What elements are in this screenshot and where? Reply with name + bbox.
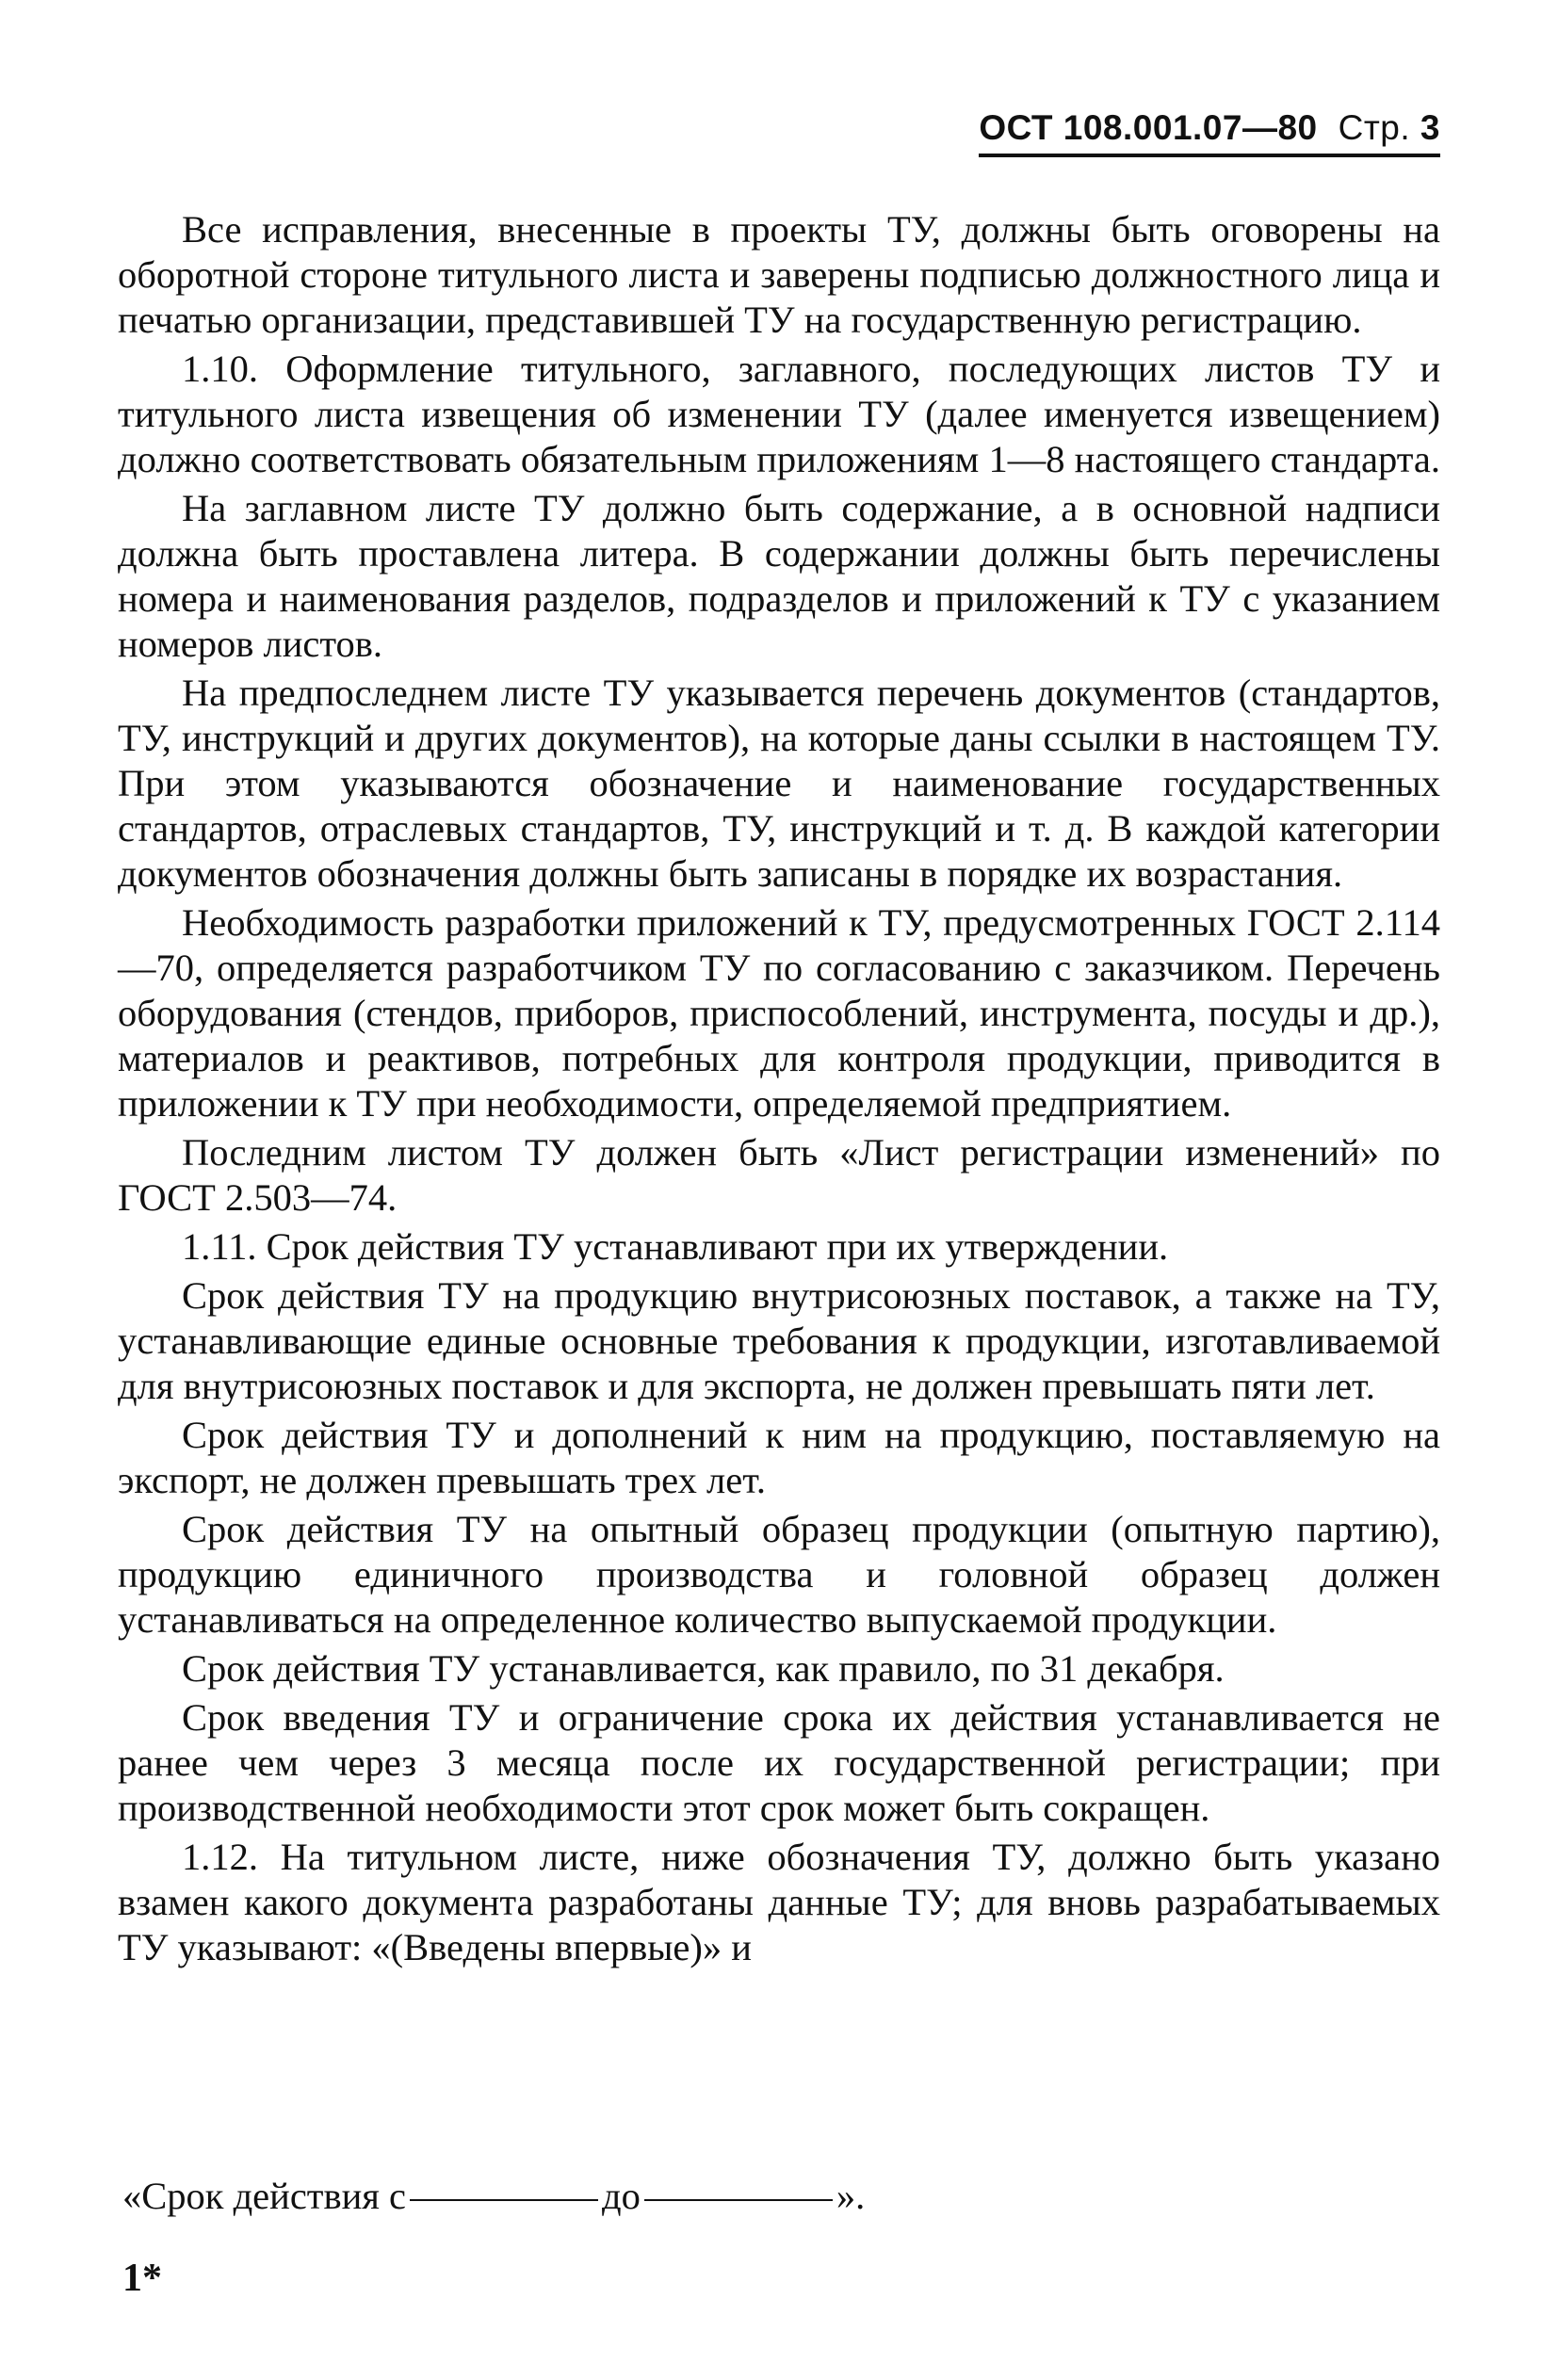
validity-middle: до <box>602 2175 641 2217</box>
paragraph: 1.12. На титульном листе, ниже обозначения ТУ, должно быть указано взамен какого документа разработаны данные ТУ; для вновь разрабатываемых ТУ указывают: «(Введены впервые)» и <box>118 1836 1440 1968</box>
page-label: Стр. <box>1338 108 1411 147</box>
blank-field-from <box>410 2198 598 2201</box>
paragraph: На предпоследнем листе ТУ указывается перечень документов (стандартов, ТУ, инструкций и других документов), на которые даны ссылки в настоящем ТУ. При этом указываются обозначение и наименование государственных стандартов, отраслевых стандартов, ТУ, инструкций и т. д. В каждой категории документов обозначения должны быть записаны в порядке их возрастания. <box>118 672 1440 895</box>
paragraph: Последним листом ТУ должен быть «Лист регистрации изменений» по ГОСТ 2.503—74. <box>118 1131 1440 1219</box>
paragraph: Необходимость разработки приложений к ТУ, предусмотренных ГОСТ 2.114—70, определяется разработчиком ТУ по согласованию с заказчиком. Перечень оборудования (стендов, приборов, приспособлений, инструмента, посуды и др.), материалов и реактивов, потребных для контроля продукции, приводится в приложении к ТУ при необходимости, определяемой предприятием. <box>118 901 1440 1125</box>
paragraph: 1.10. Оформление титульного, заглавного, последующих листов ТУ и титульного листа извещения об изменении ТУ (далее именуется извещением) должно соответствовать обязательным приложениям 1—8 настоящего стандарта. <box>118 348 1441 480</box>
blank-field-to <box>644 2198 833 2201</box>
paragraph: Срок действия ТУ на опытный образец продукции (опытную партию), продукцию единичного производства и головной образец должен устанавливаться на определенное количество выпускаемой продукции. <box>118 1508 1440 1641</box>
validity-suffix: ». <box>836 2175 866 2217</box>
validity-period-line <box>122 2174 865 2219</box>
standard-designation: ОСТ 108.001.07—80 <box>979 108 1318 147</box>
paragraph: Срок введения ТУ и ограничение срока их действия устанавливается не ранее чем через 3 месяца после их государственной регистрации; при производственной необходимости этот срок может быть сокращен. <box>118 1696 1440 1829</box>
paragraph: На заглавном листе ТУ должно быть содержание, а в основной надписи должна быть проставлена литера. В содержании должны быть перечислены номера и наименования разделов, подразделов и приложений к ТУ с указанием номеров листов. <box>118 487 1440 665</box>
paragraph: 1.11. Срок действия ТУ устанавливают при их утверждении. <box>182 1225 1169 1268</box>
body-text <box>118 207 1440 1974</box>
paragraph: Срок действия ТУ на продукцию внутрисоюзных поставок, а также на ТУ, устанавливающие единые основные требования к продукции, изготавливаемой для внутрисоюзных поставок и для экспорта, не должен превышать пяти лет. <box>118 1274 1440 1407</box>
paragraph: Все исправления, внесенные в проекты ТУ, должны быть оговорены на оборотной стороне титульного листа и заверены подписью должностного лица и печатью организации, представившей ТУ на государственную регистрацию. <box>118 208 1440 341</box>
page-header <box>979 108 1440 157</box>
validity-prefix: «Срок действия с <box>122 2175 407 2217</box>
page-number: 3 <box>1420 108 1440 147</box>
paragraph: Срок действия ТУ устанавливается, как правило, по 31 декабря. <box>182 1647 1225 1690</box>
sheet-mark: 1* <box>122 2257 162 2300</box>
paragraph: Срок действия ТУ и дополнений к ним на продукцию, поставляемую на экспорт, не должен превышать трех лет. <box>118 1414 1440 1501</box>
